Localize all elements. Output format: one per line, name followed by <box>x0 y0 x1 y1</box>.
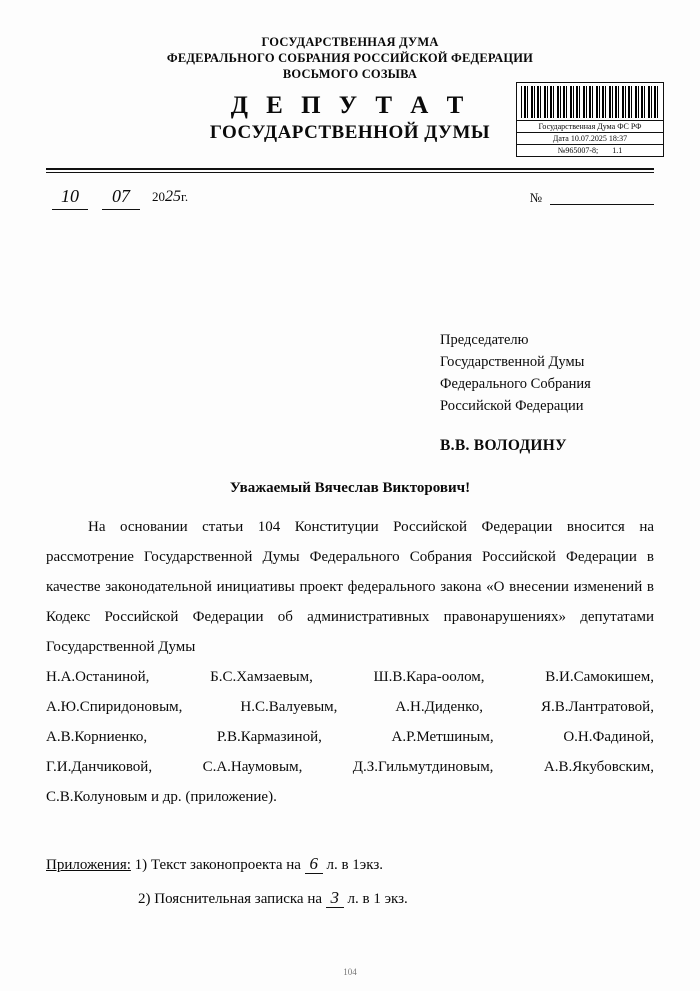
deputies-list <box>46 662 654 812</box>
stamp-org: Государственная Дума ФС РФ <box>517 120 663 132</box>
deputy-name: Б.С.Хамзаевым, <box>210 669 313 685</box>
deputy-name: А.Р.Метшиным, <box>391 729 494 745</box>
addressee-block <box>440 329 680 417</box>
page-mark: 104 <box>343 967 357 977</box>
salutation: Уважаемый Вячеслав Викторович! <box>229 480 471 496</box>
addressee-line-1: Председателю <box>440 332 529 348</box>
attachment-2-value: 3 <box>326 889 344 908</box>
header-line-1: ГОСУДАРСТВЕННАЯ ДУМА <box>261 35 439 49</box>
header-divider <box>46 168 654 170</box>
attachment-2-prefix: 2) Пояснительная записка на <box>138 891 323 907</box>
stamp-number-row <box>517 144 663 156</box>
deputy-name: А.Н.Диденко, <box>395 699 483 715</box>
attachment-row-2 <box>46 882 654 916</box>
addressee-line-3: Федерального Собрания <box>440 376 591 392</box>
deputies-row <box>46 752 654 782</box>
deputy-name: Н.А.Останиной, <box>46 669 150 685</box>
attachment-1-suffix: л. в 1экз. <box>326 857 383 873</box>
addressee-name: В.В. ВОЛОДИНУ <box>440 437 567 454</box>
document-number-label: № <box>529 190 542 205</box>
header-line-3: ВОСЬМОГО СОЗЫВА <box>282 67 418 81</box>
header-line-2: ФЕДЕРАЛЬНОГО СОБРАНИЯ РОССИЙСКОЙ ФЕДЕРАЦИИ <box>166 51 534 65</box>
document-subtitle: ГОСУДАРСТВЕННОЙ ДУМЫ <box>209 122 491 143</box>
date-year-hand: 25 <box>165 188 181 205</box>
deputy-name: О.Н.Фадиной, <box>563 729 654 745</box>
deputy-name: С.А.Наумовым, <box>202 759 303 775</box>
deputies-row <box>46 692 654 722</box>
deputy-name: А.Ю.Спиридоновым, <box>46 699 183 715</box>
date-year-prefix: 20 <box>152 189 165 204</box>
deputy-name: Н.С.Валуевым, <box>240 699 338 715</box>
document-number-blank <box>550 204 654 205</box>
deputies-row <box>46 722 654 752</box>
date-day: 10 <box>52 186 88 210</box>
deputy-name: Г.И.Данчиковой, <box>46 759 153 775</box>
deputy-name: Я.В.Лантратовой, <box>540 699 654 715</box>
body-text <box>46 512 654 662</box>
deputies-row <box>46 662 654 692</box>
date-line <box>46 186 654 214</box>
stamp-date: Дата 10.07.2025 18:37 <box>517 132 663 144</box>
body-paragraph: На основании статьи 104 Конституции Российской Федерации вносится на рассмотрение Государственной Думы Федерального Собрания Российской Федерации в качестве законодательной инициативы проект федерального закона «О внесении изменений в Кодекс Российской Федерации об административных правонарушениях» депутатами Государственной Думы <box>46 519 654 655</box>
attachments-block <box>46 848 654 916</box>
attachment-1-prefix: 1) Текст законопроекта на <box>134 857 301 873</box>
attachment-2-suffix: л. в 1 экз. <box>347 891 408 907</box>
date-year <box>152 188 188 206</box>
stamp-number: №965007-8; <box>557 146 599 155</box>
attachment-row-1 <box>46 848 654 882</box>
stamp-version: 1.1 <box>612 146 623 155</box>
deputies-row-last <box>46 782 654 812</box>
deputy-name: А.В.Корниенко, <box>46 729 148 745</box>
deputy-name: Ш.В.Кара-оолом, <box>373 669 485 685</box>
deputy-name: С.В.Колуновым и др. (приложение). <box>46 789 277 805</box>
attachment-1-value: 6 <box>305 855 323 874</box>
deputy-name: Р.В.Кармазиной, <box>216 729 322 745</box>
attachments-label: Приложения: <box>46 857 131 873</box>
deputy-name: А.В.Якубовским, <box>543 759 654 775</box>
date-month: 07 <box>102 186 140 210</box>
deputy-name: Д.З.Гильмутдиновым, <box>352 759 494 775</box>
barcode-icon <box>521 86 659 118</box>
date-year-suffix: г. <box>181 189 189 204</box>
registration-stamp <box>516 82 664 157</box>
addressee-line-4: Российской Федерации <box>440 398 584 414</box>
deputy-name: В.И.Самокишем, <box>545 669 654 685</box>
addressee-line-2: Государственной Думы <box>440 354 585 370</box>
document-title: Д Е П У Т А Т <box>230 92 470 119</box>
